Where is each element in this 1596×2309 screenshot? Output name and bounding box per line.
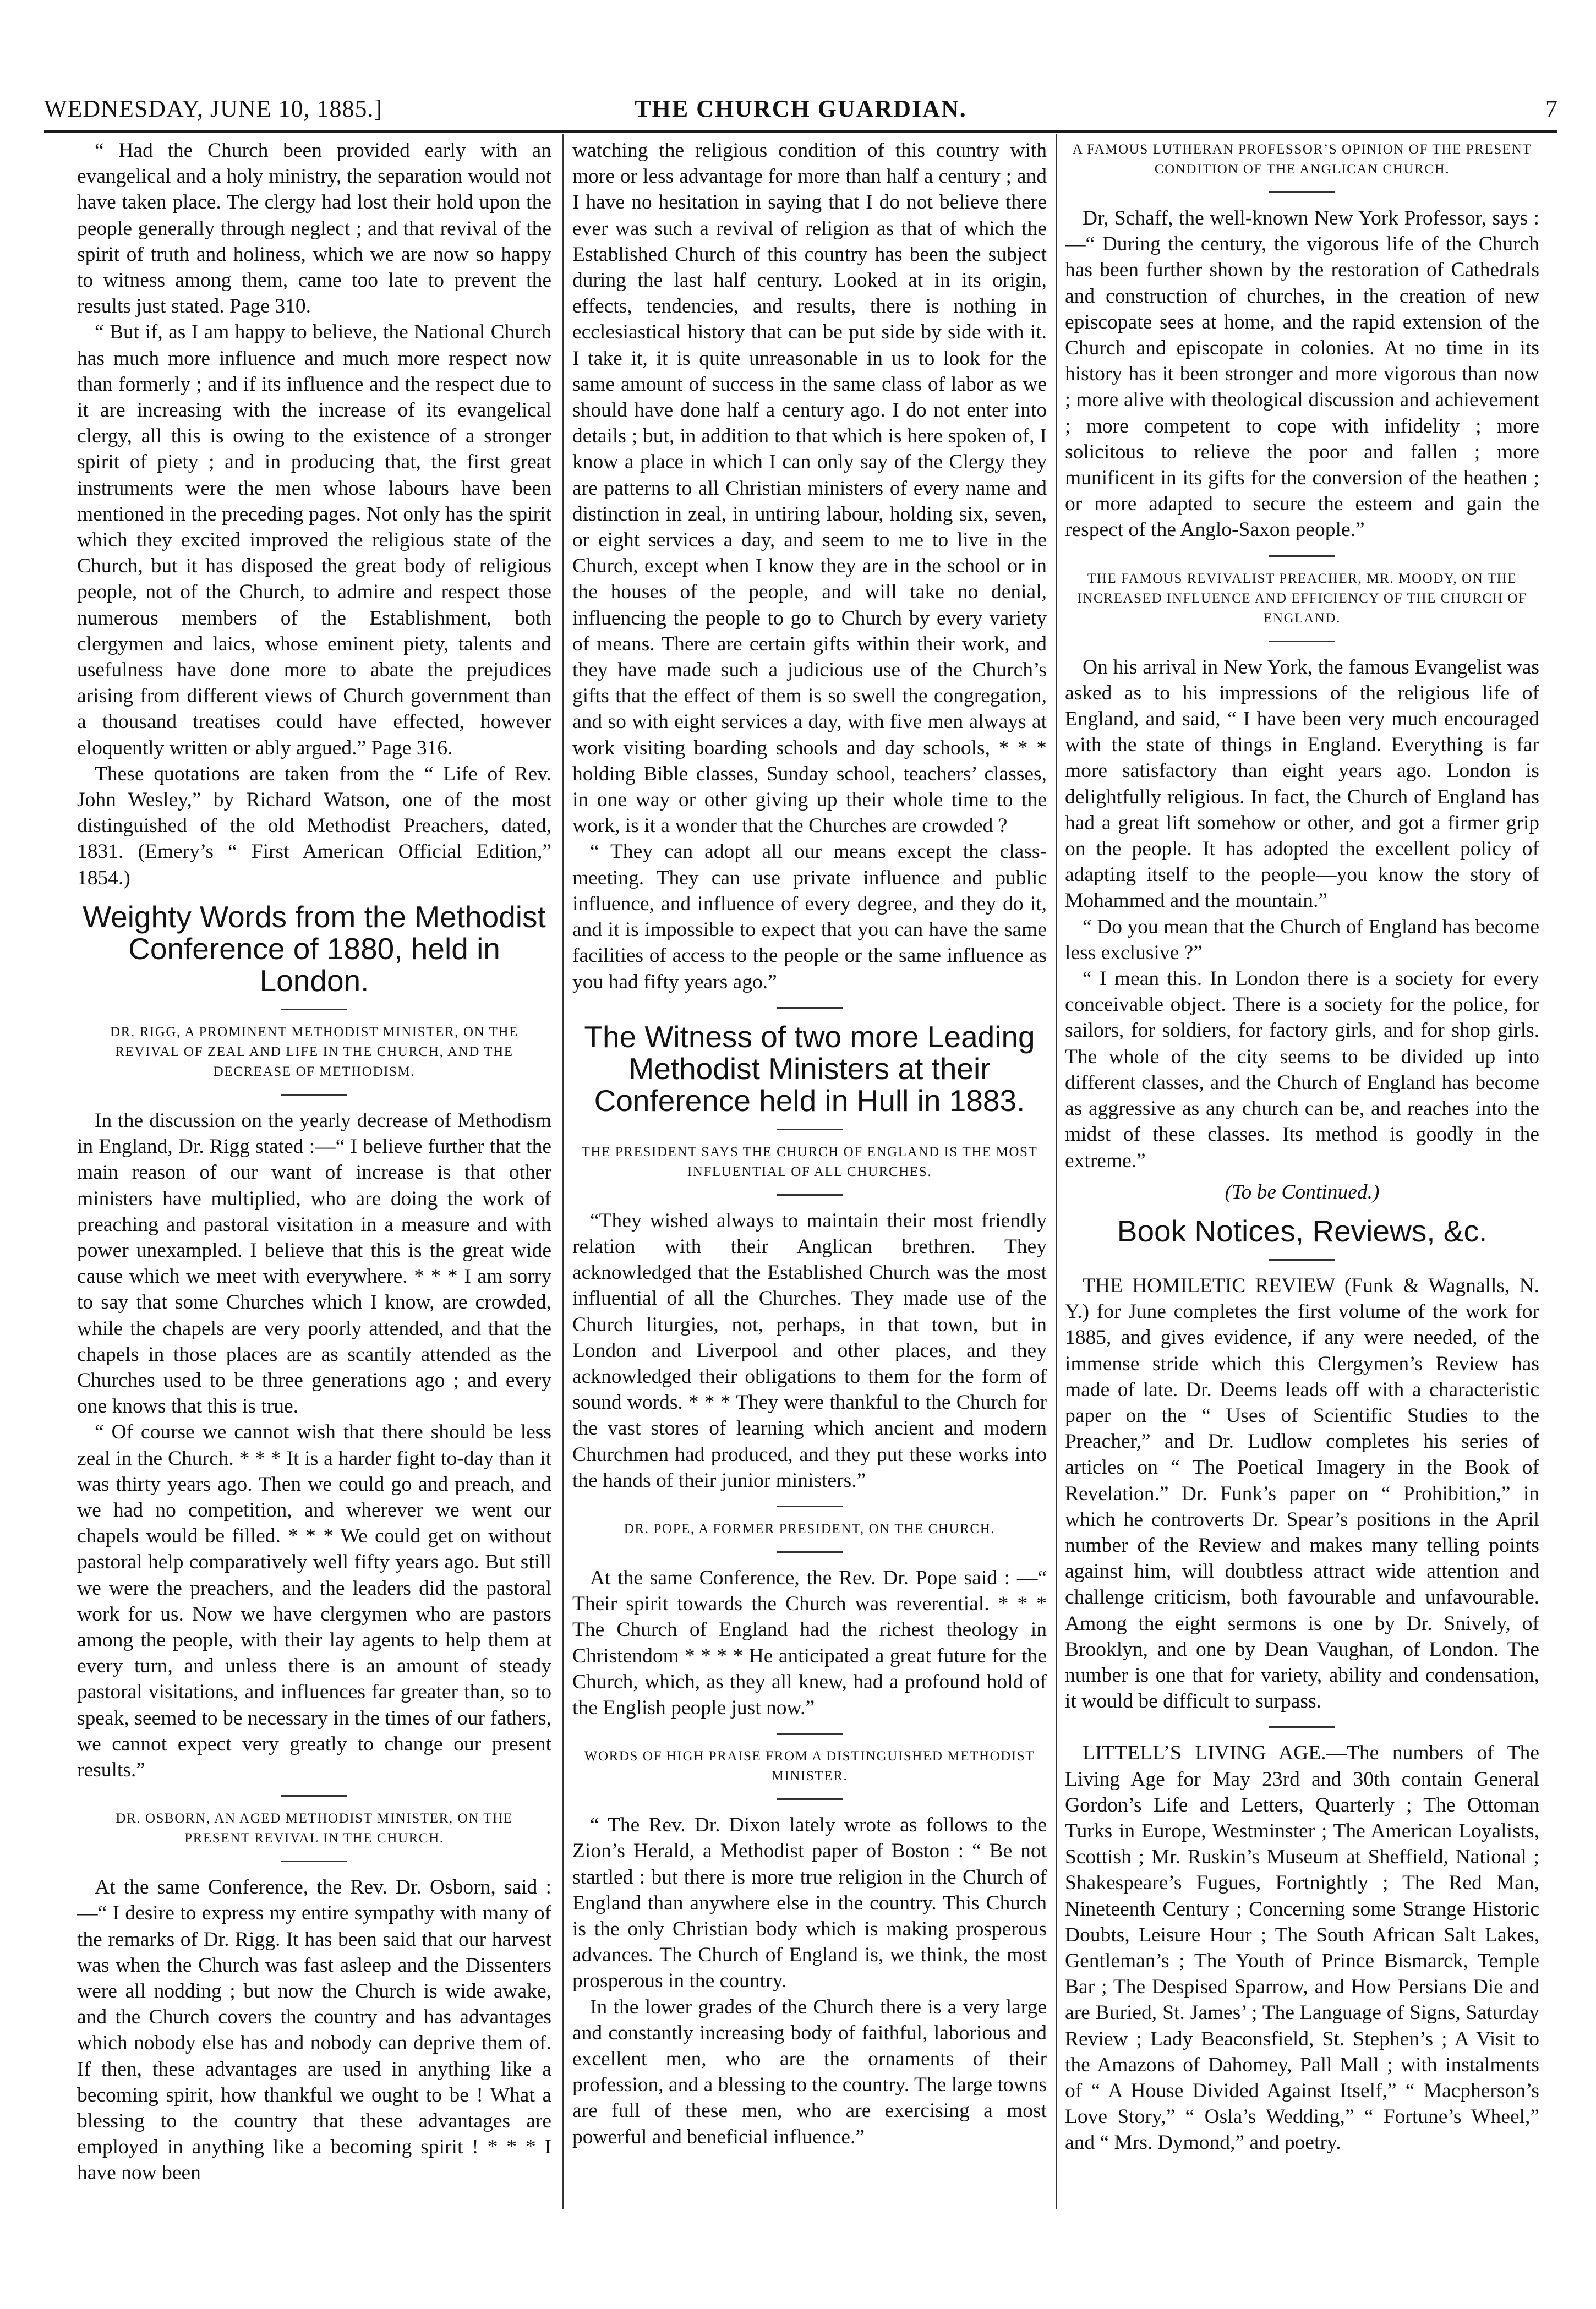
paragraph: In the discussion on the yearly decrease of Methodism in England, Dr. Rigg stated :—“ I believe further that the main reason of our want of increase is that other ministers have multiplied, who are doing the work of preaching and pastoral visitation in a measure and with power unexampled. I believe that this is the great wide cause which we meet with everywhere. * * * I am sorry to say that some Churches which I know, are crowded, while the chapels are very poorly attended, and that the chapels in those places are as scantily attended as the Churches used to be three generations ago ; and every one knows that this is true.: [77, 1109, 551, 1418]
paragraph: “ I mean this. In London there is a society for every conceivable object. There is a society for the police, for sailors, for soldiers, for factory girls, and for shop girls. The whole of the city seems to be divided up into different classes, and the Church of England has become as aggressive as any church can be, and reaches into the midst of these classes. Its method is goodly in the extreme.”: [1065, 967, 1539, 1172]
section-rule: [777, 1551, 843, 1553]
issue-date: WEDNESDAY, JUNE 10, 1885.]: [44, 95, 383, 122]
paragraph: “ They can adopt all our means except the class-meeting. They can use private influence and public influence, and influence of every degree, and they do it, and it is impossible to expect that you can have the same facilities of access to the people or the same influence as you had fifty years ago.”: [572, 840, 1047, 993]
continued-note: (To be Continued.): [1225, 1180, 1380, 1203]
sub-heading: WORDS OF HIGH PRAISE FROM A DISTINGUISHED METHODIST MINISTER.: [584, 1749, 1035, 1784]
column-divider: [1056, 134, 1057, 2209]
section-rule: [777, 1194, 843, 1196]
section-rule: [777, 1733, 843, 1735]
paragraph: “ Had the Church been provided early with an evangelical and a holy ministry, the separation would not have taken place. The clergy had lost their hold upon the people generally through neglect ; and that revival of the spirit of truth and holiness, which we are now so happy to witness among them, came too late to prevent the results just stated. Page 310.: [77, 139, 551, 318]
section-rule: [1269, 1726, 1335, 1728]
section-heading: Book Notices, Reviews, &c.: [1117, 1213, 1488, 1248]
paragraph: watching the religious condition of this country with more or less advantage for more than half a century ; and I have no hesitation in saying that I do not believe there ever was such a revival of religion as that of which the Established Church of this country has been the subject during the last half century. Looked at in its origin, effects, tendencies, and results, there is nothing in ecclesiastical history that can be put side by side with it. I take it, it is quite unreasonable in us to look for the same amount of success in the same class of labor as we should have done half a century ago. I do not enter into details ; but, in addition to that which is here spoken of, I know a place in which I can only say of the Clergy they are patterns to all Christian ministers of every name and distinction in zeal, in untiring labour, holding six, seven, or eight services a day, and seem to me to live in the Church, except when I know they are in the school or in the houses of the people, and will take no denial, influencing the people to go to Church by every variety of means. There are certain gifts within their work, and they have made such a judicious use of the Church’s gifts that the effect of them is so swell the congregation, and so with eight services a day, with five men always at work visiting boarding schools and day schools, * * * holding Bible classes, Sunday school, teachers’ classes, in one way or other giving up their whole time to the work, is it a wonder that the Churches are crowded ?: [572, 139, 1047, 838]
paragraph: THE HOMILETIC REVIEW (Funk & Wagnalls, N. Y.) for June completes the first volume of the work for 1885, and gives evidence, if any were needed, of the immense stride which this Clergymen’s Review has made of late. Dr. Deems leads off with a characteristic paper on the “ Uses of Scientific Studies to the Preacher,” and Dr. Ludlow completes his series of articles on “ The Poetical Imagery in the Book of Revelation.” Dr. Funk’s paper on “ Prohibition,” in which he controverts Dr. Spear’s positions in the April number of the Review and makes many telling points against him, will doubtless attract wide attention and challenge criticism, both favourable and unfavourable. Among the eight sermons is one by Dr. Snively, of Brooklyn, and one by Dean Vaughan, of London. The number is one that for variety, ability and condensation, it would be difficult to surpass.: [1065, 1274, 1539, 1713]
section-rule: [1269, 555, 1335, 557]
sub-heading: THE PRESIDENT SAYS THE CHURCH OF ENGLAND IS THE MOST INFLUENTIAL OF ALL CHURCHES.: [581, 1144, 1038, 1179]
sub-heading: THE FAMOUS REVIVALIST PREACHER, MR. MOODY, ON THE INCREASED INFLUENCE AND EFFICIENCY OF THE CHURCH OF ENGLAND.: [1077, 571, 1527, 626]
paragraph: At the same Conference, the Rev. Dr. Pope said : —“ Their spirit towards the Church was reverential. * * * The Church of England had the richest theology in Christendom * * * * He anticipated a great future for the Church, which, as they all knew, had a profound hold of the English people just now.”: [572, 1566, 1047, 1719]
paragraph: Dr, Schaff, the well-known New York Professor, says :—“ During the century, the vigorous life of the Church has been further shown by the restoration of Cathedrals and construction of churches, in the creation of new episcopate sees at home, and the rapid extension of the Church and episcopate in colonies. At no time in its history has it been stronger and more vigorous than now ; more alive with theological discussion and achievement ; more competent to cope with infidelity ; more solicitous to relieve the poor and fallen ; more munificent in its gifts for the conversion of the heathen ; or more adapted to secure the esteem and gain the respect of the Anglo-Saxon people.”: [1065, 207, 1539, 541]
column-divider: [562, 134, 564, 2209]
paragraph: “ The Rev. Dr. Dixon lately wrote as follows to the Zion’s Herald, a Methodist paper of Boston : “ Be not startled : but there is more true religion in the Church of England than anywhere else in the country. This Church is the only Christian body which is making prosperous advances. The Church of England is, we think, the most prosperous in the country.: [572, 1814, 1047, 1993]
masthead-rule: [44, 130, 1557, 133]
column-1: [77, 138, 551, 2218]
column-3: [1065, 138, 1539, 2218]
section-rule: [777, 1007, 843, 1009]
page-number: 7: [1545, 95, 1557, 122]
paragraph: “ Do you mean that the Church of England has become less exclusive ?”: [1065, 915, 1539, 964]
section-heading: Weighty Words from the Methodist Conference of 1880, held in London.: [83, 899, 546, 998]
sub-heading: A FAMOUS LUTHERAN PROFESSOR’S OPINION OF THE PRESENT CONDITION OF THE ANGLICAN CHURCH.: [1072, 142, 1532, 177]
section-rule: [1269, 191, 1335, 193]
paragraph: These quotations are taken from the “ Life of Rev. John Wesley,” by Richard Watson, one of the most distinguished of the old Methodist Preachers, dated, 1831. (Emery’s “ First American Official Edition,” 1854.): [77, 762, 551, 889]
section-rule: [281, 1795, 347, 1797]
section-heading: The Witness of two more Leading Methodist Ministers at their Conference held in Hull in 1883.: [584, 1019, 1035, 1118]
section-rule: [777, 1506, 843, 1507]
column-2: [572, 138, 1047, 2218]
section-rule: [1269, 1259, 1335, 1261]
section-rule: [777, 1798, 843, 1800]
paragraph: On his arrival in New York, the famous Evangelist was asked as to his impressions of the religious life of England, and said, “ I have been very much encouraged with the state of things in England. Everything is far more satisfactory than eight years ago. London is delightfully religious. In fact, the Church of England has had a great lift somehow or other, and got a firmer grip on the people. It has adopted the excellent policy of adapting itself to the people—you know the story of Mohammed and the mountain.”: [1065, 655, 1539, 912]
section-rule: [281, 1861, 347, 1862]
section-rule: [1269, 641, 1335, 642]
sub-heading: DR. POPE, A FORMER PRESIDENT, ON THE CHURCH.: [624, 1521, 996, 1536]
paragraph: At the same Conference, the Rev. Dr. Osborn, said :—“ I desire to express my entire sympathy with many of the remarks of Dr. Rigg. It has been said that our harvest was when the Church was fast asleep and the Dissenters were all nodding ; but now the Church is wide awake, and the Church covers the country and has advantages which nobody else has and nobody can deprive them of. If then, these advantages are used in anything like a becoming spirit, how thankful we ought to be ! What a blessing to the country that these advantages are employed in anything like a becoming spirit ! * * * I have now been: [77, 1876, 551, 2185]
section-rule: [281, 1009, 347, 1010]
paragraph: “ Of course we cannot wish that there should be less zeal in the Church. * * * It is a harder fight to-day than it was thirty years ago. Then we could go and preach, and we had no competition, and wherever we went our chapels would be filled. * * * We could get on without pastoral help comparatively well fifty years ago. But still we were the preachers, and the leaders did the pastoral work for us. Now we have clergymen who are pastors among the people, with their lay agents to help them at every turn, and unless there is an amount of steady pastoral visitations, and influences far greater than, so to speak, seemed to be necessary in the times of our fathers, we cannot expect very greatly to change our present results.”: [77, 1421, 551, 1781]
masthead: [44, 92, 1557, 131]
paragraph: “ But if, as I am happy to believe, the National Church has much more influence and much more respect now than formerly ; and if its influence and the respect due to it are increasing with the increase of its evangelical clergy, all this is owing to the existence of a stronger spirit of piety ; and in producing that, the first great instruments were the men whose labours have been mentioned in the preceding pages. Not only has the spirit which they excited improved the religious state of the Church, but it has disposed the great body of religious people, not of the Church, to admire and respect those numerous members of the Establishment, both clergymen and laics, whose eminent piety, talents and usefulness have done more to abate the prejudices arising from different views of Church government than a thousand treatises could have effected, however eloquently written or ably argued.” Page 316.: [77, 321, 551, 759]
paragraph: In the lower grades of the Church there is a very large and constantly increasing body of faithful, laborious and excellent men, who are the ornaments of their profession, and a blessing to the country. The large towns are full of these men, who are exercising a most powerful and beneficial influence.”: [572, 1995, 1047, 2148]
newspaper-title: THE CHURCH GUARDIAN.: [635, 95, 967, 122]
paragraph: “They wished always to maintain their most friendly relation with their Anglican brethren. They acknowledged that the Established Church was the most influential of all the Churches. They made use of the Church liturgies, not, perhaps, in that town, but in London and Liverpool and other places, and they acknowledged their obligations to them for the form of sound words. * * * They were thankful to the Church for the vast stores of learning which ancient and modern Churchmen had produced, and they put these works into the hands of their junior ministers.”: [572, 1209, 1047, 1492]
section-rule: [777, 1129, 843, 1130]
sub-heading: DR. RIGG, A PROMINENT METHODIST MINISTER, ON THE REVIVAL OF ZEAL AND LIFE IN THE CHURCH, AND THE DECREASE OF METHODISM.: [110, 1024, 519, 1079]
sub-heading: DR. OSBORN, AN AGED METHODIST MINISTER, ON THE PRESENT REVIVAL IN THE CHURCH.: [116, 1811, 513, 1846]
section-rule: [281, 1094, 347, 1096]
paragraph: LITTELL’S LIVING AGE.—The numbers of The Living Age for May 23rd and 30th contain General Gordon’s Life and Letters, Quarterly ; The Ottoman Turks in Europe, Westminster ; The American Loyalists, Scottish ; Mr. Ruskin’s Museum at Sheffield, National ; Shakespeare’s Fugues, Fortnightly ; The Red Man, Nineteenth Century ; Concerning some Strange Historic Doubts, Leisure Hour ; The South African Salt Lakes, Gentleman’s ; The Youth of Prince Bismarck, Temple Bar ; The Despised Sparrow, and How Persians Die and are Buried, St. James’ ; The Language of Signs, Saturday Review ; Lady Beaconsfield, St. Stephen’s ; A Visit to the Amazons of Dahomey, Pall Mall ; with instalments of “ A House Divided Against Itself,” “ Macpherson’s Love Story,” “ Osla’s Wedding,” “ Fortune’s Wheel,” and “ Mrs. Dymond,” and poetry.: [1065, 1742, 1539, 2154]
